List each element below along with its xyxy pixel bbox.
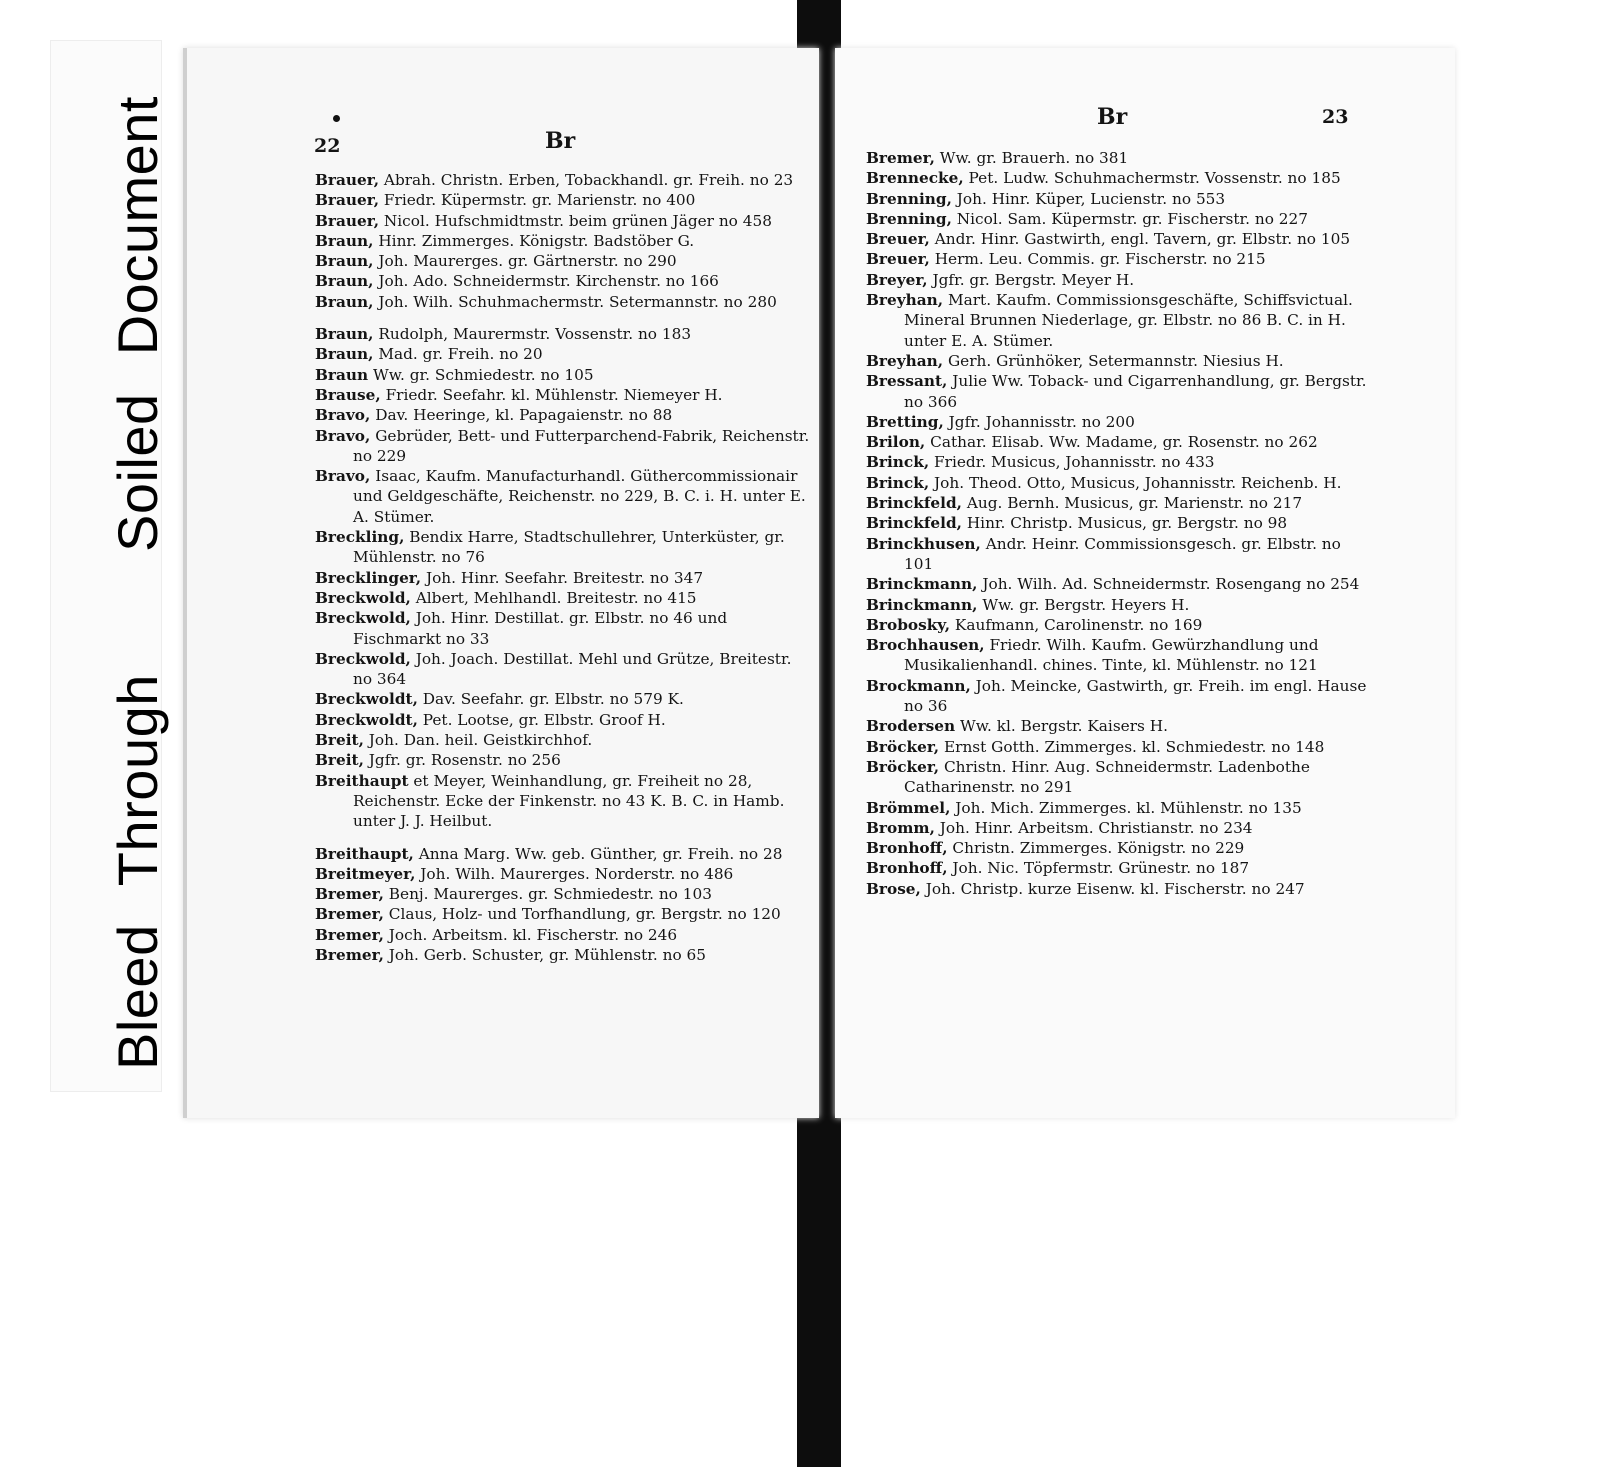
entry-details: Pet. Lootse, gr. Elbstr. Groof H.: [417, 710, 666, 729]
entry-surname: Bravo,: [315, 467, 371, 486]
entry-details: Ww. gr. Bergstr. Heyers H.: [977, 595, 1190, 614]
directory-entry: [866, 595, 1374, 615]
directory-entry: [315, 588, 815, 608]
directory-entry: [866, 757, 1374, 798]
directory-entry: [315, 945, 815, 965]
directory-entry: [866, 412, 1374, 432]
entry-details: Nicol. Hufschmidtmstr. beim grünen Jäger no 458: [379, 211, 772, 230]
entry-details: Ww. kl. Bergstr. Kaisers H.: [955, 717, 1168, 736]
entry-details: Joh. Wilh. Ad. Schneidermstr. Rosengang no 254: [977, 575, 1360, 594]
directory-entry: [866, 452, 1374, 472]
entry-surname: Bronhoff,: [866, 859, 948, 878]
entry-surname: Brömmel,: [866, 798, 951, 817]
left-page-heading: Br: [545, 128, 576, 154]
entry-details: Ww. gr. Schmiedestr. no 105: [368, 365, 594, 384]
directory-entry: [315, 271, 815, 291]
entry-surname: Brobosky,: [866, 615, 951, 634]
entry-details: et Meyer, Weinhandlung, gr. Freiheit no 28, Reichenstr. Ecke der Finkenstr. no 43 K. B. C. in Hamb. unter J. J. Heilbut.: [353, 771, 785, 831]
entry-details: Hinr. Christp. Musicus, gr. Bergstr. no 98: [961, 514, 1288, 533]
entry-surname: Brinck,: [866, 453, 930, 472]
entry-details: Joch. Arbeitsm. kl. Fischerstr. no 246: [383, 925, 678, 944]
entry-surname: Braun,: [315, 325, 374, 344]
directory-entry: [315, 884, 815, 904]
entry-surname: Brinckhusen,: [866, 534, 981, 553]
directory-entry: [866, 798, 1374, 818]
entry-details: Ernst Gotth. Zimmerges. kl. Schmiedestr. no 148: [939, 737, 1325, 756]
entry-details: Benj. Maurerges. gr. Schmiedestr. no 103: [383, 885, 712, 904]
directory-entry: [866, 290, 1374, 351]
entry-surname: Brinckmann,: [866, 575, 978, 594]
directory-entry: [315, 925, 815, 945]
directory-entry: [866, 858, 1374, 878]
directory-entry: [315, 750, 815, 770]
directory-entry: [315, 426, 815, 467]
entry-details: Mad. gr. Freih. no 20: [373, 345, 543, 364]
entry-surname: Brinckmann,: [866, 595, 978, 614]
directory-entry: [315, 730, 815, 750]
entry-details: Joh. Gerb. Schuster, gr. Mühlenstr. no 65: [383, 945, 707, 964]
directory-entry: [866, 249, 1374, 269]
entry-surname: Breckwold,: [315, 649, 411, 668]
entry-surname: Brose,: [866, 879, 921, 898]
entry-details: Joh. Mich. Zimmerges. kl. Mühlenstr. no 135: [950, 798, 1302, 817]
entry-details: Jgfr. gr. Rosenstr. no 256: [363, 751, 561, 770]
entry-details: Joh. Wilh. Maurerges. Norderstr. no 486: [415, 864, 734, 883]
entry-surname: Brinckfeld,: [866, 494, 962, 513]
label-word-1: Bleed: [106, 924, 169, 1070]
entry-details: Joh. Maurerges. gr. Gärtnerstr. no 290: [373, 252, 677, 271]
entry-surname: Breckwold,: [315, 588, 411, 607]
directory-entry: [866, 473, 1374, 493]
entry-surname: Breitmeyer,: [315, 864, 416, 883]
entry-surname: Brennecke,: [866, 169, 964, 188]
entry-surname: Bremer,: [315, 925, 384, 944]
directory-entry: [315, 385, 815, 405]
entry-details: Nicol. Sam. Küpermstr. gr. Fischerstr. no 227: [951, 209, 1309, 228]
directory-entry: [866, 635, 1374, 676]
entry-surname: Bremer,: [866, 149, 935, 167]
directory-entry: [866, 168, 1374, 188]
directory-entry: [315, 527, 815, 568]
directory-entry: [866, 209, 1374, 229]
entry-surname: Brockmann,: [866, 676, 971, 695]
entry-details: Friedr. Wilh. Kaufm. Gewürzhandlung und Musikalienhandl. chines. Tinte, kl. Mühlenstr. no 121: [904, 636, 1319, 675]
directory-entry: [315, 689, 815, 709]
entry-details: Julie Ww. Toback- und Cigarrenhandlung, gr. Bergstr. no 366: [904, 372, 1367, 411]
entry-surname: Breithaupt: [315, 771, 409, 790]
entry-details: Mart. Kaufm. Commissionsgeschäfte, Schiffsvictual. Mineral Brunnen Niederlage, gr. Elbstr. no 86 B. C. in H. unter E. A. Stümer.: [904, 291, 1353, 350]
directory-entry: [315, 568, 815, 588]
directory-entry: [315, 251, 815, 271]
entry-details: Jgfr. Johannisstr. no 200: [943, 412, 1135, 431]
ink-dot: [333, 115, 340, 122]
entry-surname: Breuer,: [866, 250, 930, 269]
entry-surname: Brauer,: [315, 191, 380, 210]
directory-entry: [866, 189, 1374, 209]
entry-surname: Braun,: [315, 252, 374, 271]
entry-details: Abrah. Christn. Erben, Tobackhandl. gr. Freih. no 23: [379, 171, 794, 189]
entry-details: Pet. Ludw. Schuhmachermstr. Vossenstr. no 185: [963, 169, 1341, 188]
entry-details: Hinr. Zimmerges. Königstr. Badstöber G.: [373, 231, 695, 250]
directory-entry: [866, 737, 1374, 757]
entry-surname: Breckling,: [315, 528, 405, 547]
entry-surname: Breuer,: [866, 230, 930, 249]
entry-details: Friedr. Seefahr. kl. Mühlenstr. Niemeyer H.: [380, 385, 723, 404]
right-entry-list: [866, 148, 1374, 899]
entry-surname: Breyer,: [866, 270, 928, 289]
entry-details: Kaufmann, Carolinenstr. no 169: [950, 615, 1203, 634]
entry-surname: Breyhan,: [866, 291, 944, 310]
entry-surname: Brinck,: [866, 473, 930, 492]
entry-surname: Bretting,: [866, 412, 944, 431]
directory-entry: [315, 344, 815, 364]
entry-details: Joh. Ado. Schneidermstr. Kirchenstr. no 166: [373, 272, 719, 291]
entry-details: Joh. Meincke, Gastwirth, gr. Freih. im engl. Hause no 36: [904, 676, 1367, 716]
directory-entry: [315, 710, 815, 730]
directory-entry: [866, 493, 1374, 513]
entry-surname: Braun,: [315, 231, 374, 250]
entry-surname: Braun,: [315, 272, 374, 291]
directory-entry: [866, 716, 1374, 736]
entry-surname: Bravo,: [315, 406, 371, 425]
entry-details: Christn. Hinr. Aug. Schneidermstr. Ladenbothe Catharinenstr. no 291: [904, 757, 1310, 797]
entry-details: Albert, Mehlhandl. Breitestr. no 415: [410, 588, 697, 607]
entry-details: Isaac, Kaufm. Manufacturhandl. Güthercommissionair und Geldgeschäfte, Reichenstr. no 229, B. C. i. H. unter E. A. Stümer.: [353, 467, 806, 526]
entry-surname: Bromm,: [866, 818, 935, 837]
entry-surname: Brecklinger,: [315, 568, 422, 587]
directory-entry: [866, 574, 1374, 594]
directory-entry: [866, 879, 1374, 899]
directory-entry: [866, 229, 1374, 249]
directory-entry: [315, 649, 815, 690]
directory-entry: [315, 864, 815, 884]
entry-details: Joh. Hinr. Destillat. gr. Elbstr. no 46 und Fischmarkt no 33: [353, 609, 728, 648]
entry-surname: Bröcker,: [866, 757, 940, 776]
entry-surname: Breckwold,: [315, 609, 411, 628]
entry-surname: Bronhoff,: [866, 839, 948, 858]
entry-surname: Brilon,: [866, 433, 926, 452]
directory-entry: [315, 608, 815, 649]
entry-details: Cathar. Elisab. Ww. Madame, gr. Rosenstr. no 262: [925, 433, 1318, 452]
directory-entry: [315, 844, 815, 864]
entry-surname: Breit,: [315, 731, 364, 750]
directory-entry: [866, 513, 1374, 533]
directory-entry: [866, 676, 1374, 717]
entry-details: Andr. Heinr. Commissionsgesch. gr. Elbstr. no 101: [904, 534, 1341, 573]
entry-surname: Brinckfeld,: [866, 514, 962, 533]
left-page-number: 22: [314, 135, 341, 157]
directory-entry: [866, 534, 1374, 575]
directory-entry: [315, 405, 815, 425]
entry-details: Aug. Bernh. Musicus, gr. Marienstr. no 217: [961, 494, 1303, 513]
entry-details: Joh. Joach. Destillat. Mehl und Grütze, Breitestr. no 364: [353, 649, 792, 689]
directory-entry: [866, 351, 1374, 371]
entry-details: Dav. Seefahr. gr. Elbstr. no 579 K.: [417, 690, 684, 709]
entry-details: Joh. Nic. Töpfermstr. Grünestr. no 187: [947, 859, 1250, 878]
directory-entry: [866, 838, 1374, 858]
directory-entry: [315, 324, 815, 344]
entry-details: Claus, Holz- und Torfhandlung, gr. Bergstr. no 120: [383, 905, 781, 924]
entry-surname: Brauer,: [315, 211, 380, 230]
entry-surname: Bremer,: [315, 905, 384, 924]
entry-details: Christn. Zimmerges. Königstr. no 229: [947, 839, 1245, 858]
entry-surname: Breckwoldt,: [315, 710, 418, 729]
entry-surname: Braun,: [315, 345, 374, 364]
entry-surname: Brenning,: [866, 189, 952, 208]
directory-entry: [866, 432, 1374, 452]
entry-surname: Breckwoldt,: [315, 690, 418, 709]
entry-details: Joh. Hinr. Küper, Lucienstr. no 553: [951, 189, 1226, 208]
entry-surname: Braun: [315, 365, 369, 384]
label-word-4: Document: [106, 96, 169, 356]
directory-entry: [866, 270, 1374, 290]
directory-entry: [866, 371, 1374, 412]
entry-details: Bendix Harre, Stadtschullehrer, Unterküster, gr. Mühlenstr. no 76: [353, 528, 785, 567]
right-page-number: 23: [1322, 106, 1349, 128]
directory-entry: [315, 211, 815, 231]
entry-details: Gerh. Grünhöker, Setermannstr. Niesius H.: [943, 351, 1284, 370]
directory-entry: [315, 170, 815, 190]
entry-details: Dav. Heeringe, kl. Papagaienstr. no 88: [370, 406, 673, 425]
entry-surname: Bressant,: [866, 372, 948, 391]
entry-surname: Braun,: [315, 292, 374, 311]
left-entry-list: [315, 170, 815, 965]
entry-surname: Breyhan,: [866, 351, 944, 370]
directory-entry: [866, 148, 1374, 168]
entry-details: Herm. Leu. Commis. gr. Fischerstr. no 215: [929, 250, 1266, 269]
entry-surname: Brochhausen,: [866, 636, 985, 655]
entry-details: Joh. Dan. heil. Geistkirchhof.: [363, 731, 593, 750]
entry-details: Joh. Christp. kurze Eisenw. kl. Fischerstr. no 247: [920, 879, 1305, 898]
right-page-heading: Br: [1097, 104, 1128, 130]
directory-entry: [315, 292, 815, 312]
directory-entry: [315, 365, 815, 385]
directory-entry: [866, 615, 1374, 635]
entry-details: Ww. gr. Brauerh. no 381: [934, 149, 1129, 167]
label-word-2: Through: [106, 674, 169, 887]
entry-surname: Brause,: [315, 385, 381, 404]
entry-surname: Breit,: [315, 751, 364, 770]
directory-entry: [315, 466, 815, 527]
directory-entry: [315, 771, 815, 832]
entry-details: Joh. Wilh. Schuhmachermstr. Setermannstr. no 280: [373, 292, 777, 311]
directory-entry: [315, 231, 815, 251]
entry-surname: Breithaupt,: [315, 844, 414, 863]
entry-details: Friedr. Musicus, Johannisstr. no 433: [929, 453, 1215, 472]
entry-surname: Bröcker,: [866, 737, 940, 756]
entry-details: Joh. Hinr. Arbeitsm. Christianstr. no 234: [934, 818, 1253, 837]
entry-surname: Brauer,: [315, 171, 380, 189]
label-word-3: Soiled: [106, 393, 169, 552]
entry-details: Friedr. Küpermstr. gr. Marienstr. no 400: [379, 191, 696, 210]
entry-surname: Brenning,: [866, 209, 952, 228]
entry-details: Anna Marg. Ww. geb. Günther, gr. Freih. no 28: [413, 844, 783, 863]
directory-entry: [866, 818, 1374, 838]
entry-details: Joh. Theod. Otto, Musicus, Johannisstr. Reichenb. H.: [929, 473, 1342, 492]
entry-surname: Bravo,: [315, 426, 371, 445]
entry-surname: Brodersen: [866, 717, 956, 736]
entry-details: Andr. Hinr. Gastwirth, engl. Tavern, gr. Elbstr. no 105: [929, 230, 1351, 249]
entry-details: Rudolph, Maurermstr. Vossenstr. no 183: [373, 325, 692, 344]
entry-details: Joh. Hinr. Seefahr. Breitestr. no 347: [421, 568, 704, 587]
entry-details: Gebrüder, Bett- und Futterparchend-Fabrik, Reichenstr. no 229: [353, 426, 810, 465]
directory-entry: [315, 904, 815, 924]
bleed-through-soiled-label: [105, 96, 170, 1070]
entry-details: Jgfr. gr. Bergstr. Meyer H.: [927, 270, 1135, 289]
entry-surname: Bremer,: [315, 945, 384, 964]
entry-surname: Bremer,: [315, 885, 384, 904]
directory-entry: [315, 190, 815, 210]
